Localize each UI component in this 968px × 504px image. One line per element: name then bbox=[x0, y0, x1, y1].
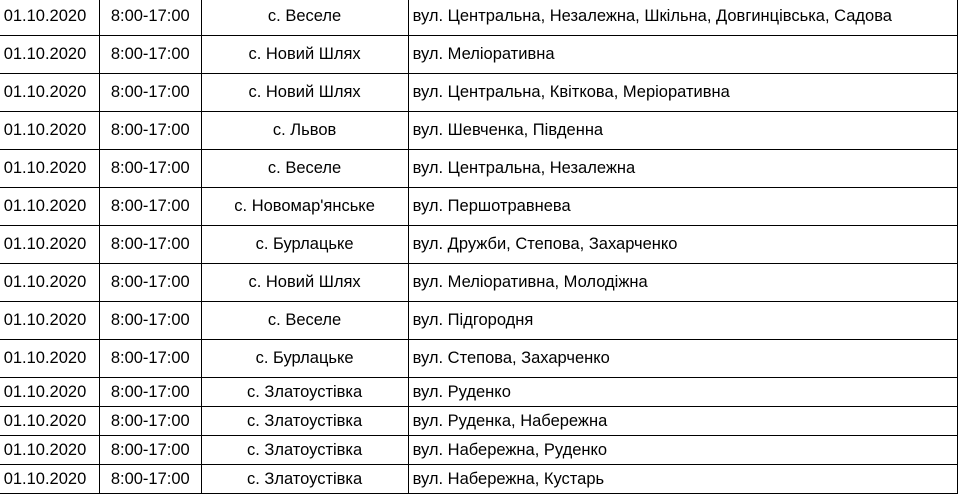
streets-cell: вул. Меліоративна bbox=[408, 36, 957, 74]
table-row bbox=[0, 407, 958, 436]
time-cell: 8:00-17:00 bbox=[99, 407, 201, 436]
time-cell: 8:00-17:00 bbox=[99, 74, 201, 112]
streets-cell: вул. Центральна, Квіткова, Меріоративна bbox=[408, 74, 957, 112]
date-cell: 01.10.2020 bbox=[0, 0, 99, 36]
streets-cell: вул. Меліоративна, Молодіжна bbox=[408, 264, 957, 302]
village-cell: с. Новий Шлях bbox=[201, 74, 408, 112]
streets-cell: вул. Центральна, Незалежна, Шкільна, Довгинцівська, Садова bbox=[408, 0, 957, 36]
streets-cell: вул. Руденка, Набережна bbox=[408, 407, 957, 436]
village-cell: с. Бурлацьке bbox=[201, 226, 408, 264]
time-cell: 8:00-17:00 bbox=[99, 188, 201, 226]
village-cell: с. Златоустівка bbox=[201, 378, 408, 407]
date-cell: 01.10.2020 bbox=[0, 436, 99, 465]
table-row bbox=[0, 150, 958, 188]
time-cell: 8:00-17:00 bbox=[99, 226, 201, 264]
date-cell: 01.10.2020 bbox=[0, 74, 99, 112]
date-cell: 01.10.2020 bbox=[0, 378, 99, 407]
table-row bbox=[0, 378, 958, 407]
streets-cell: вул. Центральна, Незалежна bbox=[408, 150, 957, 188]
time-cell: 8:00-17:00 bbox=[99, 0, 201, 36]
streets-cell: вул. Набережна, Кустарь bbox=[408, 465, 957, 494]
village-cell: с. Златоустівка bbox=[201, 465, 408, 494]
village-cell: с. Новомар'янське bbox=[201, 188, 408, 226]
time-cell: 8:00-17:00 bbox=[99, 340, 201, 378]
table-row bbox=[0, 36, 958, 74]
time-cell: 8:00-17:00 bbox=[99, 378, 201, 407]
date-cell: 01.10.2020 bbox=[0, 407, 99, 436]
streets-cell: вул. Першотравнева bbox=[408, 188, 957, 226]
streets-cell: вул. Шевченка, Південна bbox=[408, 112, 957, 150]
date-cell: 01.10.2020 bbox=[0, 465, 99, 494]
village-cell: с. Златоустівка bbox=[201, 407, 408, 436]
village-cell: с. Веселе bbox=[201, 150, 408, 188]
table-row bbox=[0, 226, 958, 264]
date-cell: 01.10.2020 bbox=[0, 226, 99, 264]
village-cell: с. Новий Шлях bbox=[201, 264, 408, 302]
streets-cell: вул. Степова, Захарченко bbox=[408, 340, 957, 378]
table-row bbox=[0, 264, 958, 302]
date-cell: 01.10.2020 bbox=[0, 188, 99, 226]
time-cell: 8:00-17:00 bbox=[99, 150, 201, 188]
time-cell: 8:00-17:00 bbox=[99, 112, 201, 150]
date-cell: 01.10.2020 bbox=[0, 112, 99, 150]
time-cell: 8:00-17:00 bbox=[99, 264, 201, 302]
village-cell: с. Бурлацьке bbox=[201, 340, 408, 378]
village-cell: с. Львов bbox=[201, 112, 408, 150]
streets-cell: вул. Дружби, Степова, Захарченко bbox=[408, 226, 957, 264]
table-row bbox=[0, 436, 958, 465]
date-cell: 01.10.2020 bbox=[0, 264, 99, 302]
table-row bbox=[0, 302, 958, 340]
date-cell: 01.10.2020 bbox=[0, 150, 99, 188]
table-row bbox=[0, 340, 958, 378]
village-cell: с. Златоустівка bbox=[201, 436, 408, 465]
village-cell: с. Веселе bbox=[201, 302, 408, 340]
date-cell: 01.10.2020 bbox=[0, 302, 99, 340]
streets-cell: вул. Руденко bbox=[408, 378, 957, 407]
streets-cell: вул. Набережна, Руденко bbox=[408, 436, 957, 465]
streets-cell: вул. Підгородня bbox=[408, 302, 957, 340]
time-cell: 8:00-17:00 bbox=[99, 36, 201, 74]
time-cell: 8:00-17:00 bbox=[99, 465, 201, 494]
date-cell: 01.10.2020 bbox=[0, 340, 99, 378]
table-row bbox=[0, 188, 958, 226]
village-cell: с. Веселе bbox=[201, 0, 408, 36]
time-cell: 8:00-17:00 bbox=[99, 302, 201, 340]
table-row bbox=[0, 0, 958, 36]
table-row bbox=[0, 112, 958, 150]
village-cell: с. Новий Шлях bbox=[201, 36, 408, 74]
time-cell: 8:00-17:00 bbox=[99, 436, 201, 465]
date-cell: 01.10.2020 bbox=[0, 36, 99, 74]
table-row bbox=[0, 465, 958, 494]
table-row bbox=[0, 74, 958, 112]
